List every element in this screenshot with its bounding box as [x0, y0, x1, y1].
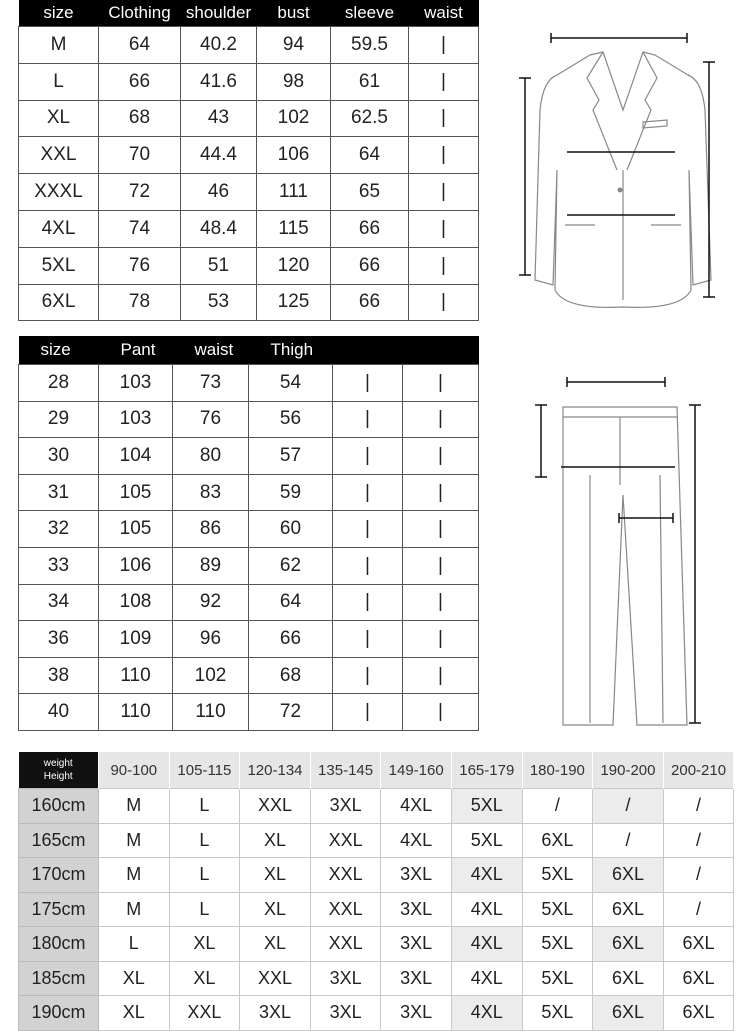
size-cell: 4XL: [451, 996, 522, 1031]
jacket-cell: 53: [181, 284, 257, 321]
rec-table-body: [19, 789, 734, 1031]
pants-cell: 68: [249, 657, 333, 694]
pants-row: [19, 511, 479, 548]
size-cell: 5XL: [451, 823, 522, 858]
jacket-row: [19, 174, 479, 211]
pants-row: [19, 584, 479, 621]
pants-cell: |: [403, 657, 479, 694]
pants-cell: 108: [99, 584, 173, 621]
pants-cell: |: [403, 584, 479, 621]
jacket-cell: 66: [331, 284, 409, 321]
pants-cell: |: [333, 365, 403, 402]
pants-outline: [563, 407, 687, 725]
pants-cell: 40: [19, 694, 99, 731]
jacket-cell: 4XL: [19, 210, 99, 247]
size-cell: XL: [169, 927, 240, 962]
size-cell: 5XL: [522, 892, 593, 927]
pants-cell: 57: [249, 438, 333, 475]
jacket-cell: 41.6: [181, 63, 257, 100]
jacket-header-row: [19, 0, 479, 27]
pants-cell: |: [333, 438, 403, 475]
jacket-cell: 62.5: [331, 100, 409, 137]
size-cell: 3XL: [381, 858, 452, 893]
jacket-cell: 70: [99, 137, 181, 174]
height-cell: 165cm: [19, 823, 99, 858]
pants-cell: 36: [19, 621, 99, 658]
jacket-row: [19, 247, 479, 284]
size-cell: 6XL: [593, 996, 664, 1031]
jacket-cell: 66: [99, 63, 181, 100]
jacket-header: shoulder: [181, 0, 257, 27]
jacket-cell: 102: [257, 100, 331, 137]
pants-row: [19, 401, 479, 438]
pants-cell: |: [403, 511, 479, 548]
pants-cell: |: [333, 621, 403, 658]
rec-row: [19, 996, 734, 1031]
size-cell: 6XL: [663, 927, 734, 962]
pants-cell: 72: [249, 694, 333, 731]
pants-cell: |: [333, 547, 403, 584]
jacket-row: [19, 137, 479, 174]
size-cell: 3XL: [381, 892, 452, 927]
jacket-cell: 64: [99, 27, 181, 64]
jacket-cell: 65: [331, 174, 409, 211]
pants-cell: |: [333, 511, 403, 548]
size-cell: XL: [169, 961, 240, 996]
weight-range-header: 180-190: [522, 752, 593, 789]
pants-cell: 105: [99, 474, 173, 511]
pants-cell: 38: [19, 657, 99, 694]
pants-cell: 28: [19, 365, 99, 402]
pants-cell: 83: [173, 474, 249, 511]
weight-range-header: 190-200: [593, 752, 664, 789]
pants-header-row: [19, 336, 479, 365]
rec-row: [19, 823, 734, 858]
rec-header-row: [19, 752, 734, 789]
pants-cell: |: [403, 621, 479, 658]
pants-cell: 104: [99, 438, 173, 475]
size-cell: XXL: [310, 927, 381, 962]
height-cell: 185cm: [19, 961, 99, 996]
pants-waist-arrow: [567, 377, 665, 387]
pants-cell: |: [403, 694, 479, 731]
size-cell: 3XL: [381, 996, 452, 1031]
size-cell: L: [169, 823, 240, 858]
corner-height-label: Height: [43, 771, 73, 782]
rec-row: [19, 927, 734, 962]
pants-crease-right: [660, 475, 663, 723]
weight-range-header: 105-115: [169, 752, 240, 789]
size-cell: XL: [240, 927, 311, 962]
jacket-cell: 43: [181, 100, 257, 137]
jacket-header: waist: [409, 0, 479, 27]
pants-cell: |: [403, 547, 479, 584]
height-cell: 190cm: [19, 996, 99, 1031]
pants-header: [403, 336, 479, 365]
pants-cell: 59: [249, 474, 333, 511]
size-cell: 3XL: [310, 961, 381, 996]
pants-cell: 110: [99, 694, 173, 731]
pants-cell: 32: [19, 511, 99, 548]
jacket-cell: 61: [331, 63, 409, 100]
rec-row: [19, 961, 734, 996]
jacket-row: [19, 27, 479, 64]
size-cell: /: [663, 858, 734, 893]
rec-corner-cell: [19, 752, 99, 789]
pants-header: Pant: [99, 336, 173, 365]
size-recommendation-table: [18, 752, 734, 1031]
pants-table-body: [19, 365, 479, 731]
size-cell: M: [99, 789, 170, 824]
pants-cell: 34: [19, 584, 99, 621]
size-cell: /: [593, 823, 664, 858]
jacket-cell: 76: [99, 247, 181, 284]
size-cell: 5XL: [522, 961, 593, 996]
pants-cell: |: [333, 474, 403, 511]
jacket-cell: 46: [181, 174, 257, 211]
size-cell: 4XL: [451, 892, 522, 927]
size-cell: XXL: [240, 789, 311, 824]
length-arrow: [703, 62, 715, 297]
pants-cell: 33: [19, 547, 99, 584]
jacket-row: [19, 63, 479, 100]
pants-header: Thigh: [249, 336, 333, 365]
rec-row: [19, 892, 734, 927]
size-cell: XL: [99, 996, 170, 1031]
pants-thigh-arrow: [619, 513, 673, 523]
pants-cell: 110: [173, 694, 249, 731]
size-cell: 5XL: [522, 858, 593, 893]
size-cell: L: [169, 858, 240, 893]
pants-row: [19, 438, 479, 475]
weight-range-header: 200-210: [663, 752, 734, 789]
size-cell: 5XL: [522, 927, 593, 962]
pants-header: size: [19, 336, 99, 365]
jacket-button: [618, 188, 623, 193]
jacket-cell: XL: [19, 100, 99, 137]
jacket-cell: |: [409, 137, 479, 174]
size-cell: XL: [240, 823, 311, 858]
size-cell: 3XL: [381, 961, 452, 996]
size-cell: 6XL: [593, 892, 664, 927]
jacket-cell: 64: [331, 137, 409, 174]
pants-cell: |: [333, 401, 403, 438]
pants-cell: |: [333, 694, 403, 731]
jacket-cell: 125: [257, 284, 331, 321]
pants-cell: 31: [19, 474, 99, 511]
jacket-cell: 66: [331, 210, 409, 247]
pants-rise-arrow: [535, 405, 547, 477]
jacket-cell: 111: [257, 174, 331, 211]
jacket-table-body: [19, 27, 479, 321]
size-cell: /: [663, 892, 734, 927]
size-cell: 6XL: [593, 858, 664, 893]
pants-cell: 106: [99, 547, 173, 584]
size-cell: 3XL: [310, 996, 381, 1031]
pants-length-arrow: [689, 405, 701, 723]
weight-range-header: 165-179: [451, 752, 522, 789]
size-cell: 3XL: [381, 927, 452, 962]
size-cell: 3XL: [310, 789, 381, 824]
sleeve-arrow: [519, 78, 531, 275]
pants-cell: |: [403, 438, 479, 475]
pants-row: [19, 621, 479, 658]
jacket-cell: |: [409, 27, 479, 64]
pants-cell: 73: [173, 365, 249, 402]
size-cell: XXL: [310, 892, 381, 927]
size-cell: 6XL: [663, 961, 734, 996]
size-cell: XL: [240, 892, 311, 927]
pants-cell: 56: [249, 401, 333, 438]
jacket-cell: |: [409, 63, 479, 100]
jacket-row: [19, 210, 479, 247]
jacket-cell: 94: [257, 27, 331, 64]
jacket-header: bust: [257, 0, 331, 27]
jacket-size-table: [18, 0, 479, 321]
pants-row: [19, 474, 479, 511]
size-cell: 4XL: [381, 823, 452, 858]
jacket-cell: 74: [99, 210, 181, 247]
corner-weight-label: weight: [43, 758, 73, 769]
size-cell: 5XL: [451, 789, 522, 824]
jacket-row: [19, 284, 479, 321]
jacket-cell: 66: [331, 247, 409, 284]
shoulder-arrow: [551, 33, 687, 43]
size-cell: /: [522, 789, 593, 824]
jacket-cell: 5XL: [19, 247, 99, 284]
size-cell: XL: [99, 961, 170, 996]
size-cell: L: [99, 927, 170, 962]
jacket-cell: 51: [181, 247, 257, 284]
jacket-cell: |: [409, 174, 479, 211]
jacket-cell: L: [19, 63, 99, 100]
size-cell: /: [663, 789, 734, 824]
size-cell: /: [663, 823, 734, 858]
pants-row: [19, 694, 479, 731]
size-cell: 6XL: [593, 961, 664, 996]
jacket-header: sleeve: [331, 0, 409, 27]
jacket-cell: |: [409, 210, 479, 247]
size-cell: XXL: [310, 858, 381, 893]
size-cell: 4XL: [451, 927, 522, 962]
size-cell: M: [99, 892, 170, 927]
rec-row: [19, 858, 734, 893]
pants-cell: 103: [99, 401, 173, 438]
pants-cell: 103: [99, 365, 173, 402]
size-cell: XXL: [169, 996, 240, 1031]
size-cell: XXL: [240, 961, 311, 996]
size-cell: 6XL: [522, 823, 593, 858]
pants-cell: 80: [173, 438, 249, 475]
size-cell: 5XL: [522, 996, 593, 1031]
jacket-cell: 48.4: [181, 210, 257, 247]
size-cell: 6XL: [593, 927, 664, 962]
pants-diagram: [505, 345, 750, 730]
pants-cell: |: [333, 584, 403, 621]
pants-header: waist: [173, 336, 249, 365]
jacket-cell: 115: [257, 210, 331, 247]
jacket-cell: |: [409, 100, 479, 137]
pants-cell: |: [403, 474, 479, 511]
pants-cell: 76: [173, 401, 249, 438]
jacket-cell: 6XL: [19, 284, 99, 321]
size-cell: 4XL: [381, 789, 452, 824]
jacket-cell: 68: [99, 100, 181, 137]
pants-cell: 105: [99, 511, 173, 548]
jacket-header: size: [19, 0, 99, 27]
jacket-header: Clothing: [99, 0, 181, 27]
size-cell: XXL: [310, 823, 381, 858]
jacket-pocket-chest: [643, 120, 667, 128]
size-cell: XL: [240, 858, 311, 893]
pants-cell: 66: [249, 621, 333, 658]
jacket-cell: 78: [99, 284, 181, 321]
jacket-cell: 59.5: [331, 27, 409, 64]
jacket-cell: 40.2: [181, 27, 257, 64]
pants-row: [19, 547, 479, 584]
height-cell: 175cm: [19, 892, 99, 927]
jacket-cell: |: [409, 247, 479, 284]
pants-cell: |: [403, 401, 479, 438]
jacket-cell: 98: [257, 63, 331, 100]
jacket-cell: XXXL: [19, 174, 99, 211]
weight-range-header: 135-145: [310, 752, 381, 789]
pants-cell: |: [403, 365, 479, 402]
rec-row: [19, 789, 734, 824]
size-cell: M: [99, 823, 170, 858]
size-cell: L: [169, 892, 240, 927]
pants-header: [333, 336, 403, 365]
pants-cell: 102: [173, 657, 249, 694]
jacket-cell: 106: [257, 137, 331, 174]
weight-range-header: 120-134: [240, 752, 311, 789]
pants-cell: |: [333, 657, 403, 694]
pants-row: [19, 365, 479, 402]
pants-size-table: [18, 336, 479, 731]
pants-cell: 54: [249, 365, 333, 402]
size-cell: 3XL: [240, 996, 311, 1031]
size-cell: /: [593, 789, 664, 824]
jacket-cell: 72: [99, 174, 181, 211]
jacket-cell: |: [409, 284, 479, 321]
height-cell: 180cm: [19, 927, 99, 962]
pants-cell: 110: [99, 657, 173, 694]
size-cell: 4XL: [451, 961, 522, 996]
pants-cell: 30: [19, 438, 99, 475]
pants-cell: 89: [173, 547, 249, 584]
size-cell: M: [99, 858, 170, 893]
pants-cell: 64: [249, 584, 333, 621]
size-cell: 4XL: [451, 858, 522, 893]
weight-range-header: 90-100: [99, 752, 170, 789]
jacket-cell: M: [19, 27, 99, 64]
jacket-cell: 120: [257, 247, 331, 284]
jacket-diagram: [495, 0, 750, 325]
pants-cell: 92: [173, 584, 249, 621]
pants-cell: 29: [19, 401, 99, 438]
pants-cell: 109: [99, 621, 173, 658]
pants-cell: 62: [249, 547, 333, 584]
pants-cell: 96: [173, 621, 249, 658]
size-cell: 6XL: [663, 996, 734, 1031]
jacket-cell: XXL: [19, 137, 99, 174]
size-cell: L: [169, 789, 240, 824]
pants-row: [19, 657, 479, 694]
height-cell: 160cm: [19, 789, 99, 824]
pants-cell: 60: [249, 511, 333, 548]
weight-range-header: 149-160: [381, 752, 452, 789]
height-cell: 170cm: [19, 858, 99, 893]
jacket-row: [19, 100, 479, 137]
jacket-cell: 44.4: [181, 137, 257, 174]
pants-cell: 86: [173, 511, 249, 548]
